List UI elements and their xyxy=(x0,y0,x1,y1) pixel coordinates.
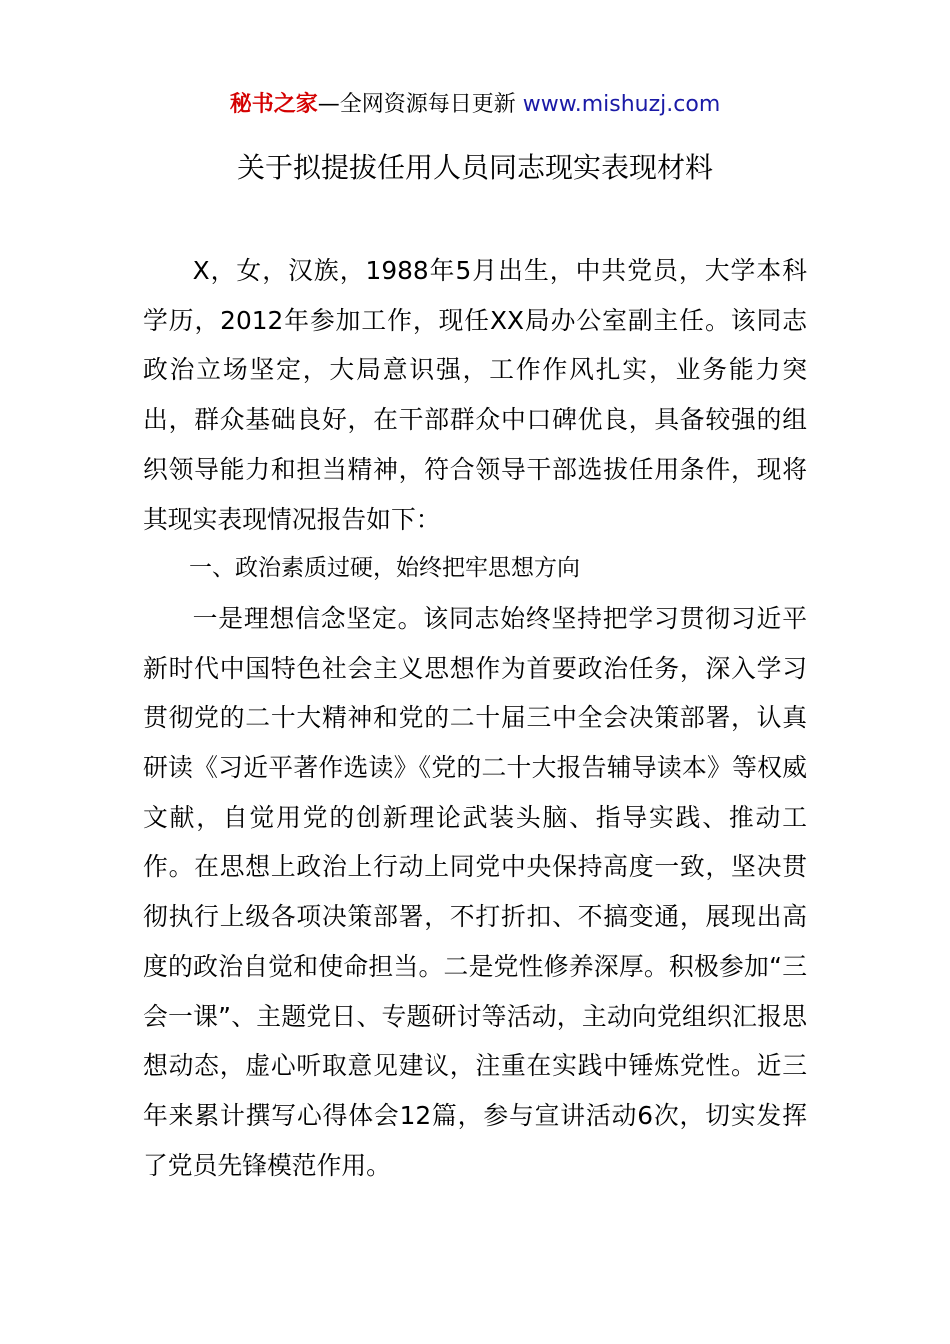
document-title: 关于拟提拔任用人员同志现实表现材料 xyxy=(236,151,713,184)
site-url-link[interactable]: www.mishuzj.com xyxy=(522,92,721,117)
site-header xyxy=(0,88,950,122)
section-heading: 一、政治素质过硬，始终把牢思想方向 xyxy=(189,555,580,582)
site-tagline: —全网资源每日更新 xyxy=(317,92,516,117)
intro-paragraph: X，女，汉族，1988年5月出生，中共党员，大学本科学历，2012年参加工作，现任XX局办公室副主任。该同志政治立场坚定，大局意识强，工作作风扎实，业务能力突出，群众基础良好，在干部群众中口碑优良，具备较强的组织领导能力和担当精神，符合领导干部选拔任用条件，现将其现实表现情况报告如下： xyxy=(143,256,807,534)
document-body xyxy=(143,246,807,1190)
site-brand: 秘书之家 xyxy=(229,92,318,117)
body-paragraph: 一是理想信念坚定。该同志始终坚持把学习贯彻习近平新时代中国特色社会主义思想作为首要政治任务，深入学习贯彻党的二十大精神和党的二十届三中全会决策部署，认真研读《习近平著作选读》《党的二十大报告辅导读本》等权威文献，自觉用党的创新理论武装头脑、指导实践、推动工作。在思想上政治上行动上同党中央保持高度一致，坚决贯彻执行上级各项决策部署，不打折扣、不搞变通，展现出高度的政治自觉和使命担当。二是党性修养深厚。积极参加“三会一课”、主题党日、专题研讨等活动，主动向党组织汇报思想动态，虚心听取意见建议，注重在实践中锤炼党性。近三年来累计撰写心得体会12篇，参与宣讲活动6次，切实发挥了党员先锋模范作用。 xyxy=(143,603,807,1180)
